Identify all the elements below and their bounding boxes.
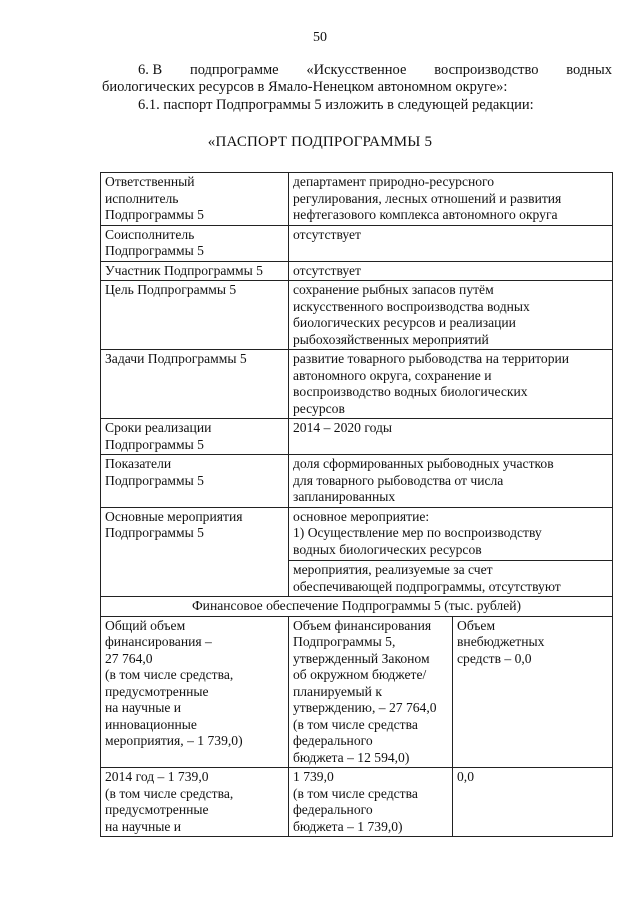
finance-total-text: предусмотренные (105, 683, 209, 699)
row-value-text: отсутствует (293, 226, 362, 242)
row-value-text: автономного округа, сохранение и (293, 367, 492, 383)
row-label-text: Основные мероприятия (105, 508, 243, 524)
row-value-text: отсутствует (293, 262, 362, 278)
row-label-text: Подпрограммы 5 (105, 243, 204, 258)
activities-sub (289, 560, 612, 595)
finance-budget-text: федерального (293, 733, 373, 748)
row-value-cell (289, 281, 613, 350)
intro-paragraph (102, 62, 612, 96)
row-label-text: Соисполнитель (105, 226, 195, 242)
row-value-text: запланированных (293, 489, 396, 504)
intro-line-3: 6.1. паспорт Подпрограммы 5 изложить в следующей редакции: (138, 97, 534, 113)
intro-word: «Искусственное (306, 62, 407, 78)
table-row (101, 419, 613, 455)
intro-word: водных (566, 62, 612, 78)
row-label-text: Подпрограммы 5 (105, 207, 204, 222)
row-label-text: исполнитель (105, 190, 179, 206)
finance-extrabudget-text: 0,0 (457, 769, 474, 784)
finance-row (101, 768, 613, 837)
finance-total-text: на научные и (105, 700, 182, 715)
finance-row (101, 616, 613, 768)
row-value-text: сохранение рыбных запасов путём (293, 282, 494, 297)
row-value-text: основное мероприятие: (293, 508, 430, 524)
table-row (101, 455, 613, 508)
finance-total-text: предусмотренные (105, 802, 209, 817)
row-value-text: водных биологических ресурсов (293, 541, 482, 557)
row-label-cell (101, 350, 289, 419)
finance-budget-text: планируемый к (293, 683, 382, 699)
row-value-cell (289, 173, 613, 226)
row-value-cell (289, 419, 613, 455)
activities-sub-text: обеспечивающей подпрограммы, отсутствуют (293, 578, 561, 594)
finance-total-text: на научные и (105, 818, 182, 834)
finance-budget-text: бюджета – 12 594,0) (293, 749, 410, 765)
intro-line-2: биологических ресурсов в Ямало-Ненецком автономном округе»: (102, 79, 508, 95)
finance-total-text: Общий объем (105, 617, 186, 633)
finance-total-text: 27 764,0 (105, 650, 153, 666)
finance-extrabudget-cell (453, 616, 613, 768)
finance-extrabudget-text: средств – 0,0 (457, 650, 532, 666)
finance-extrabudget-text: Объем (457, 617, 496, 633)
finance-total-cell (101, 768, 289, 837)
intro-word: воспроизводство (434, 62, 539, 78)
table-row (101, 350, 613, 419)
finance-budget-text: бюджета – 1 739,0) (293, 818, 403, 834)
row-value-text: департамент природно-ресурсного (293, 174, 495, 189)
finance-budget-text: Объем финансирования (293, 617, 432, 633)
passport-title: «ПАСПОРТ ПОДПРОГРАММЫ 5 (207, 134, 433, 150)
finance-total-text: инновационные (105, 716, 197, 732)
row-value-text: 2014 – 2020 годы (293, 420, 393, 435)
finance-budget-cell (289, 616, 453, 768)
finance-total-text: финансирования – (105, 634, 212, 649)
row-value-text: для товарного рыбоводства от числа (293, 472, 504, 488)
row-label-text: Ответственный (105, 174, 195, 189)
row-label-text: Подпрограммы 5 (105, 472, 204, 488)
finance-extrabudget-text: внебюджетных (457, 634, 545, 649)
row-value-cell (289, 225, 613, 261)
row-label-cell (101, 173, 289, 226)
finance-total-text: мероприятия, – 1 739,0) (105, 733, 243, 748)
row-value-text: нефтегазового комплекса автономного округа (293, 207, 558, 222)
row-label-cell (101, 261, 289, 281)
row-label-text: Подпрограммы 5 (105, 436, 204, 452)
finance-budget-text: (в том числе средства (293, 785, 418, 801)
row-label-cell (101, 455, 289, 508)
finance-budget-text: Подпрограммы 5, (293, 634, 396, 649)
finance-budget-text: утверждению, – 27 764,0 (293, 700, 437, 715)
finance-total-cell (101, 616, 289, 768)
intro-line-1 (102, 62, 612, 79)
row-label-cell (101, 419, 289, 455)
intro-word: 6. В (138, 62, 163, 78)
finance-budget-text: федерального (293, 802, 373, 817)
table-row (101, 281, 613, 350)
finance-extrabudget-cell (453, 768, 613, 837)
row-label-text: Сроки реализации (105, 420, 212, 435)
row-value-text: биологических ресурсов и реализации (293, 315, 516, 330)
activities-sub-text: мероприятия, реализуемые за счет (293, 562, 493, 577)
row-label-cell (101, 507, 289, 597)
finance-header-row (101, 597, 613, 617)
row-label-cell (101, 281, 289, 350)
finance-total-text: (в том числе средства, (105, 667, 234, 682)
row-value-text: ресурсов (293, 400, 345, 416)
row-value-cell (289, 261, 613, 281)
row-label-text: Показатели (105, 456, 172, 471)
finance-total-text: (в том числе средства, (105, 785, 234, 801)
row-label-text: Цель Подпрограммы 5 (105, 282, 237, 297)
row-label-text: Подпрограммы 5 (105, 525, 204, 540)
finance-budget-text: об окружном бюджете/ (293, 667, 427, 682)
page-number: 50 (313, 30, 327, 45)
row-value-text: рыбохозяйственных мероприятий (293, 331, 489, 347)
passport-table (100, 172, 613, 837)
row-value-text: регулирования, лесных отношений и развития (293, 190, 562, 206)
row-label-text: Участник Подпрограммы 5 (105, 262, 263, 278)
finance-budget-text: утвержденный Законом (293, 650, 430, 666)
finance-budget-text: (в том числе средства (293, 716, 418, 732)
table-row (101, 261, 613, 281)
table-row (101, 173, 613, 226)
finance-budget-cell (289, 768, 453, 837)
finance-total-text: 2014 год – 1 739,0 (105, 769, 209, 784)
row-value-text: развитие товарного рыбоводства на территории (293, 351, 570, 366)
table-row (101, 225, 613, 261)
row-value-text: воспроизводство водных биологических (293, 384, 528, 399)
row-value-cell (289, 350, 613, 419)
row-label-cell (101, 225, 289, 261)
row-value-text: искусственного воспроизводства водных (293, 298, 530, 314)
table-row (101, 507, 613, 597)
row-value-cell (289, 455, 613, 508)
row-label-text: Задачи Подпрограммы 5 (105, 351, 247, 366)
row-value-text: 1) Осуществление мер по воспроизводству (293, 525, 542, 540)
finance-budget-text: 1 739,0 (293, 769, 334, 784)
row-value-text: доля сформированных рыбоводных участков (293, 456, 554, 471)
intro-word: подпрограмме (189, 62, 279, 78)
row-value-cell (289, 507, 613, 597)
finance-header: Финансовое обеспечение Подпрограммы 5 (тыс. рублей) (101, 597, 613, 617)
